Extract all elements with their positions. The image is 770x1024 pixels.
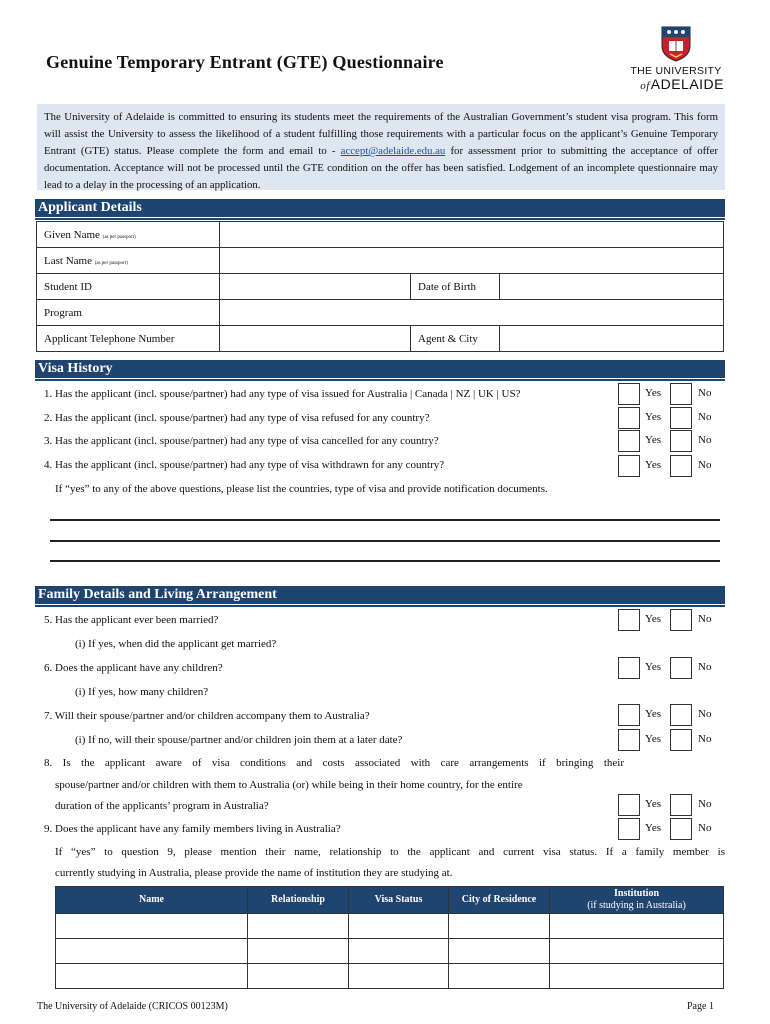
table-row xyxy=(56,964,724,989)
telephone-field[interactable] xyxy=(220,326,411,352)
yes-label: Yes xyxy=(645,708,662,720)
yes-label: Yes xyxy=(645,613,662,625)
table-cell[interactable] xyxy=(56,914,248,939)
family-question-8-line-3: duration of the applicants’ program in Australia? xyxy=(55,800,269,812)
section-underline xyxy=(35,379,725,381)
yes-no-group xyxy=(618,455,728,477)
no-label: No xyxy=(698,733,712,745)
visa-question-2: 2. Has the applicant (incl. spouse/partner) had any type of visa refused for any country? xyxy=(44,412,430,424)
family-question-8-line-1: 8. Is the applicant aware of visa conditions and costs associated with care arrangements if bringing their xyxy=(44,757,624,769)
visa-question-1: 1. Has the applicant (incl. spouse/partner) had any type of visa issued for Australia | Canada | NZ | UK | US? xyxy=(44,388,521,400)
table-cell[interactable] xyxy=(248,939,349,964)
column-header-name: Name xyxy=(56,887,248,914)
institution-header-text: Institution xyxy=(613,888,659,899)
yes-checkbox[interactable] xyxy=(618,609,640,631)
footer-cricos: The University of Adelaide (CRICOS 00123M) xyxy=(37,1001,228,1012)
table-row xyxy=(56,939,724,964)
family-question-6i: (i) If yes, how many children? xyxy=(75,686,209,698)
yes-label: Yes xyxy=(645,411,662,423)
footer-page-number: Page 1 xyxy=(687,1001,714,1012)
table-cell[interactable] xyxy=(349,964,449,989)
family-question-7: 7. Will their spouse/partner and/or children accompany them to Australia? xyxy=(44,710,370,722)
yes-checkbox[interactable] xyxy=(618,383,640,405)
logo-line-1: THE UNIVERSITY xyxy=(630,65,722,77)
family-members-table xyxy=(55,886,724,989)
institution-header-subtext: (if studying in Australia) xyxy=(587,900,686,911)
table-cell[interactable] xyxy=(248,964,349,989)
student-id-label: Student ID xyxy=(37,274,220,300)
family-question-5: 5. Has the applicant ever been married? xyxy=(44,614,219,626)
intro-paragraph xyxy=(37,104,725,190)
family-question-9: 9. Does the applicant have any family members living in Australia? xyxy=(44,823,341,835)
no-checkbox[interactable] xyxy=(670,794,692,816)
yes-no-group xyxy=(618,430,728,452)
no-label: No xyxy=(698,459,712,471)
telephone-label: Applicant Telephone Number xyxy=(37,326,220,352)
no-label: No xyxy=(698,387,712,399)
given-name-field[interactable] xyxy=(220,222,724,248)
intro-text-after: for assessment prior to submitting the acceptance of offer documentation. Acceptance will not be processed until the GTE condition on the offer has been satisfied. Lodgement of an incomplete questionnaire may lead to a delay in the processing of an application. xyxy=(44,145,718,191)
passport-note: (as per passport) xyxy=(94,260,128,266)
intro-text-before: The University of Adelaide is committed to ensuring its students meet the requirements of the Australian Government’s student visa program. This form will assist the University to assess the likelihood of a student fulfilling those requirements with a particular focus on the applicant’s Genuine Temporary Entrant (GTE) status. Please complete the form and email to - xyxy=(44,111,718,157)
no-checkbox[interactable] xyxy=(670,818,692,840)
table-cell[interactable] xyxy=(349,939,449,964)
family-question-5i: (i) If yes, when did the applicant get married? xyxy=(75,638,277,650)
answer-line[interactable] xyxy=(50,560,720,562)
no-checkbox[interactable] xyxy=(670,383,692,405)
university-logo xyxy=(628,26,724,92)
yes-checkbox[interactable] xyxy=(618,794,640,816)
no-label: No xyxy=(698,708,712,720)
yes-no-group xyxy=(618,794,728,816)
no-checkbox[interactable] xyxy=(670,609,692,631)
yes-checkbox[interactable] xyxy=(618,407,640,429)
no-label: No xyxy=(698,798,712,810)
yes-no-group xyxy=(618,729,728,751)
agent-label: Agent & City xyxy=(411,326,500,352)
yes-no-group xyxy=(618,657,728,679)
family-question-8-line-2: spouse/partner and/or children with them to Australia (or) while being in their home country, for the entire xyxy=(55,779,523,791)
yes-label: Yes xyxy=(645,661,662,673)
no-checkbox[interactable] xyxy=(670,657,692,679)
yes-no-group xyxy=(618,407,728,429)
yes-no-group xyxy=(618,818,728,840)
table-cell[interactable] xyxy=(56,964,248,989)
column-header-relationship: Relationship xyxy=(248,887,349,914)
agent-field[interactable] xyxy=(500,326,724,352)
visa-history-heading xyxy=(35,360,725,378)
table-cell[interactable] xyxy=(56,939,248,964)
family-note-line-1: If “yes” to question 9, please mention their name, relationship to the applicant and current visa status. If a family member is xyxy=(55,846,725,858)
yes-label: Yes xyxy=(645,822,662,834)
no-label: No xyxy=(698,822,712,834)
no-label: No xyxy=(698,613,712,625)
family-note-line-2: currently studying in Australia, please provide the name of institution they are studying at. xyxy=(55,867,453,879)
given-name-label xyxy=(37,222,220,248)
family-details-heading xyxy=(35,586,725,604)
table-cell[interactable] xyxy=(449,964,550,989)
applicant-details-heading-text: Applicant Details xyxy=(38,200,142,215)
applicant-details-heading xyxy=(35,199,725,217)
yes-checkbox[interactable] xyxy=(618,430,640,452)
table-cell[interactable] xyxy=(449,939,550,964)
visa-note: If “yes” to any of the above questions, please list the countries, type of visa and provide notification documents. xyxy=(55,483,548,495)
program-label: Program xyxy=(37,300,220,326)
answer-line[interactable] xyxy=(50,519,720,521)
no-label: No xyxy=(698,661,712,673)
yes-label: Yes xyxy=(645,459,662,471)
crest-icon xyxy=(661,26,691,62)
yes-no-group xyxy=(618,609,728,631)
visa-question-3: 3. Has the applicant (incl. spouse/partner) had any type of visa cancelled for any country? xyxy=(44,435,439,447)
last-name-text: Last Name xyxy=(44,254,92,267)
last-name-field[interactable] xyxy=(220,248,724,274)
family-question-6: 6. Does the applicant have any children? xyxy=(44,662,223,674)
given-name-text: Given Name xyxy=(44,228,100,241)
yes-checkbox[interactable] xyxy=(618,818,640,840)
logo-adelaide: ADELAIDE xyxy=(650,76,724,92)
yes-checkbox[interactable] xyxy=(618,455,640,477)
table-cell[interactable] xyxy=(550,914,724,939)
page-title: Genuine Temporary Entrant (GTE) Questionnaire xyxy=(46,52,444,72)
applicant-details-table xyxy=(36,221,724,352)
column-header-city: City of Residence xyxy=(449,887,550,914)
visa-history-heading-text: Visa History xyxy=(38,361,113,376)
no-checkbox[interactable] xyxy=(670,704,692,726)
table-cell[interactable] xyxy=(449,914,550,939)
section-underline xyxy=(35,218,725,220)
table-cell[interactable] xyxy=(248,914,349,939)
family-question-7i: (i) If no, will their spouse/partner and/or children join them at a later date? xyxy=(75,734,403,746)
section-underline xyxy=(35,605,725,607)
table-row xyxy=(56,914,724,939)
column-header-visa-status: Visa Status xyxy=(349,887,449,914)
passport-note: (as per passport) xyxy=(102,234,136,240)
last-name-label xyxy=(37,248,220,274)
table-cell[interactable] xyxy=(550,964,724,989)
dob-label: Date of Birth xyxy=(411,274,500,300)
yes-checkbox[interactable] xyxy=(618,704,640,726)
program-field[interactable] xyxy=(220,300,724,326)
no-checkbox[interactable] xyxy=(670,455,692,477)
table-cell[interactable] xyxy=(349,914,449,939)
family-details-heading-text: Family Details and Living Arrangement xyxy=(38,587,277,602)
yes-label: Yes xyxy=(645,733,662,745)
yes-checkbox[interactable] xyxy=(618,657,640,679)
logo-line-2 xyxy=(628,76,724,92)
no-checkbox[interactable] xyxy=(670,407,692,429)
yes-label: Yes xyxy=(645,798,662,810)
yes-no-group xyxy=(618,704,728,726)
yes-checkbox[interactable] xyxy=(618,729,640,751)
no-checkbox[interactable] xyxy=(670,430,692,452)
yes-label: Yes xyxy=(645,387,662,399)
column-header-institution xyxy=(550,887,724,914)
yes-label: Yes xyxy=(645,434,662,446)
no-label: No xyxy=(698,411,712,423)
logo-of: of xyxy=(640,80,650,92)
table-cell[interactable] xyxy=(550,939,724,964)
no-checkbox[interactable] xyxy=(670,729,692,751)
visa-question-4: 4. Has the applicant (incl. spouse/partner) had any type of visa withdrawn for any country? xyxy=(44,459,445,471)
email-link[interactable]: accept@adelaide.edu.au xyxy=(340,145,446,157)
no-label: No xyxy=(698,434,712,446)
answer-line[interactable] xyxy=(50,540,720,542)
dob-field[interactable] xyxy=(500,274,724,300)
student-id-field[interactable] xyxy=(220,274,411,300)
yes-no-group xyxy=(618,383,728,405)
